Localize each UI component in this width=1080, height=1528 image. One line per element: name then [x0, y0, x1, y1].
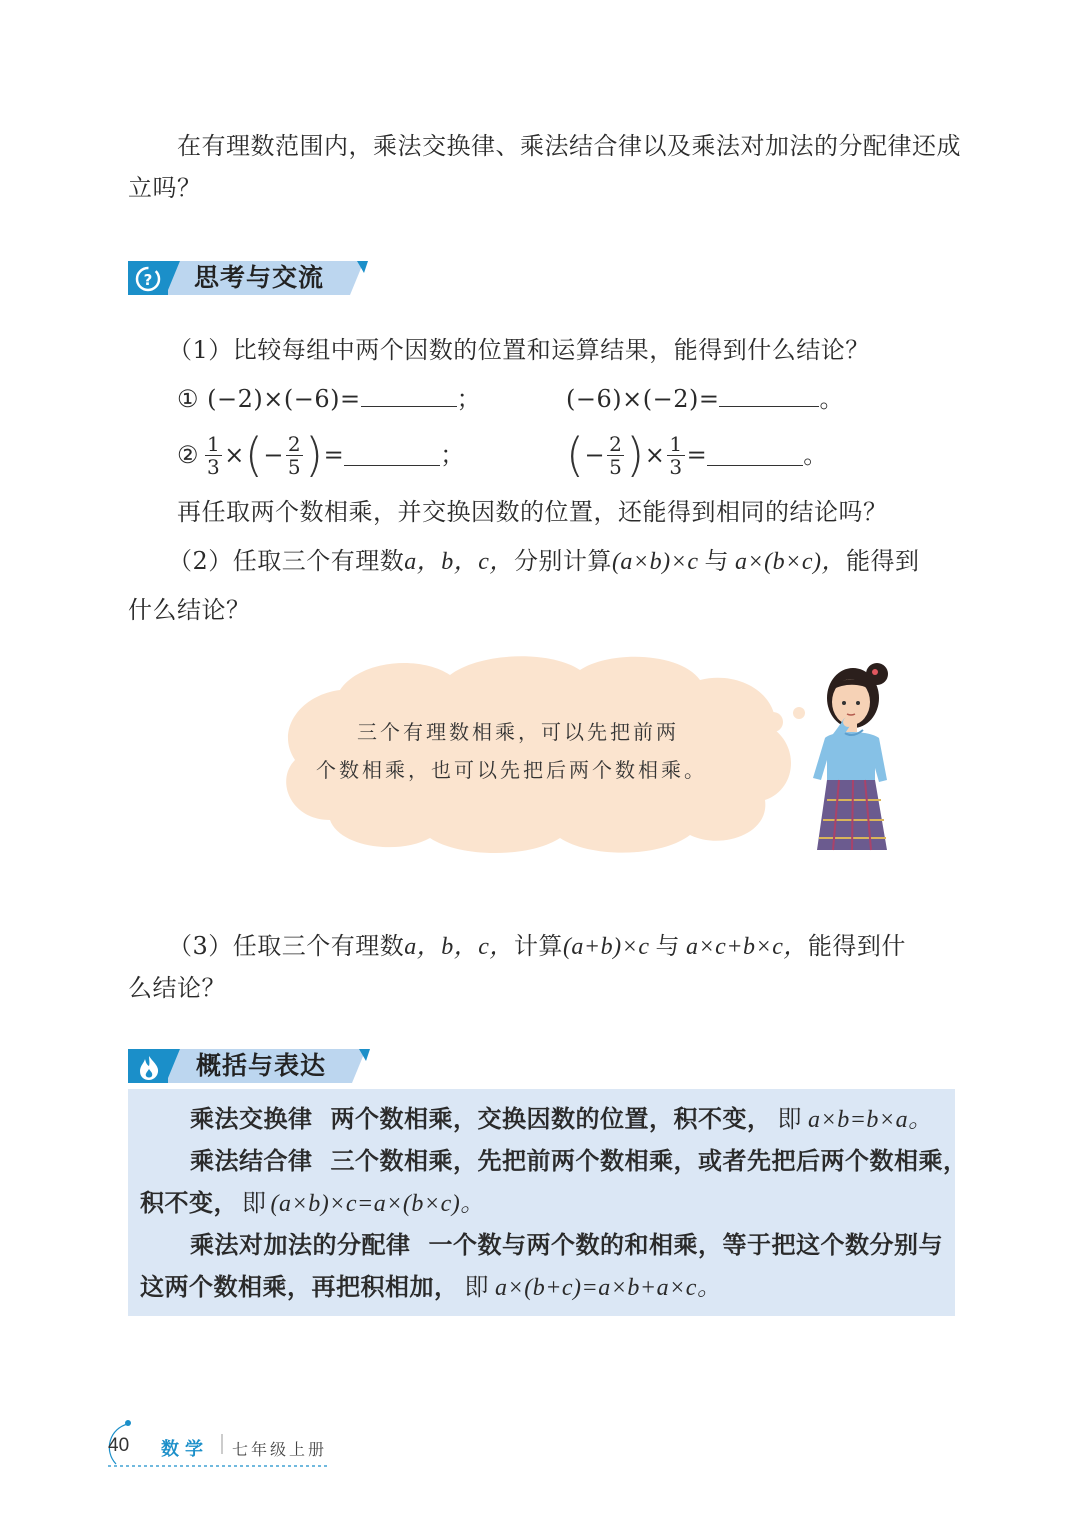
law-text: 积不变，	[140, 1189, 238, 1217]
q2-text: 能得到	[846, 547, 920, 575]
q3-text: 计算	[513, 932, 563, 960]
bubble-line-2: 个数相乘，也可以先把后两个数相乘。	[316, 758, 707, 782]
q2-text: 分别计算	[513, 547, 612, 575]
law-ji: 即	[242, 1189, 267, 1217]
q2-text: 与	[704, 547, 729, 575]
law-text: 三个数相乘，先把前两个数相乘，或者先把后两个数相乘，	[330, 1147, 968, 1175]
law-formula: a×b=b×a。	[808, 1107, 933, 1133]
law-text: 两个数相乘，交换因数的位置，积不变，	[330, 1105, 772, 1133]
footer-book: 七年级上册	[232, 1440, 328, 1459]
q1-intro: （1）比较每组中两个因数的位置和运算结果，能得到什么结论？	[168, 336, 870, 364]
distributive-law	[190, 1233, 943, 1257]
q2-expr: (a×b)×c	[611, 549, 699, 575]
row1-left-expr: ① (−2)×(−6)=	[177, 385, 361, 413]
law-ji: 即	[777, 1105, 802, 1133]
q3-expr: a×c+b×c，	[685, 934, 808, 960]
q2-expr: a×(b×c)，	[734, 549, 846, 575]
summary-header	[128, 1047, 370, 1085]
intro-line-2: 立吗？	[128, 174, 202, 202]
summary-title: 概括与表达	[196, 1051, 327, 1080]
law-name: 乘法对加法的分配律	[190, 1231, 411, 1259]
q3-line-2: 么结论？	[128, 974, 226, 1002]
minus-sign: −	[584, 441, 606, 469]
row1-right-expr: (−6)×(−2)=	[566, 385, 720, 413]
row1-left	[177, 386, 481, 411]
q3-expr: (a+b)×c	[562, 934, 650, 960]
times-sign: ×	[644, 441, 666, 469]
law-text: 一个数与两个数的和相乘，等于把这个数分别与	[428, 1231, 943, 1259]
q3-line-1	[168, 934, 906, 959]
commutative-law	[190, 1107, 933, 1132]
times-sign: ×	[224, 441, 245, 469]
q2-line-2: 什么结论？	[128, 596, 251, 624]
footer-subject: 数学	[161, 1439, 209, 1460]
distributive-law-line-2	[140, 1275, 721, 1300]
intro-line-1: 在有理数范围内，乘法交换律、乘法结合律以及乘法对加法的分配律还成	[177, 132, 961, 160]
q3-text: 能得到什	[807, 932, 906, 960]
left-paren: (	[244, 428, 264, 482]
row1-right-end: 。	[819, 385, 844, 413]
q2-text: （2）任取三个有理数	[168, 547, 405, 575]
row2-right	[566, 428, 828, 482]
right-paren: )	[626, 428, 645, 482]
row2-right-end: 。	[803, 441, 828, 469]
fraction: $\frac{1}{3}$	[207, 431, 221, 479]
flame-icon	[135, 1053, 163, 1081]
q3-text: 与	[655, 932, 680, 960]
think-title: 思考与交流	[194, 263, 325, 292]
law-ji: 即	[464, 1273, 489, 1301]
fraction: $\frac{2}{5}$	[609, 431, 623, 479]
row2-left-end: ；	[440, 441, 465, 469]
associative-law	[190, 1149, 968, 1173]
row1-left-end: ；	[456, 385, 482, 413]
equals-sign: =	[686, 441, 708, 469]
bubble-line-1: 三个有理数相乘，可以先把前两	[357, 720, 679, 744]
think-header	[128, 259, 368, 297]
answer-blank	[719, 386, 819, 407]
law-formula: a×(b+c)=a×b+a×c。	[495, 1275, 722, 1301]
answer-blank	[344, 445, 440, 466]
answer-blank	[361, 386, 457, 407]
q2-line-1	[168, 549, 920, 574]
minus-sign: −	[263, 441, 284, 469]
girl-illustration	[805, 660, 905, 855]
equals-sign: =	[323, 441, 345, 469]
law-text: 这两个数相乘，再把积相加，	[140, 1273, 459, 1301]
thought-bubble	[270, 650, 810, 860]
row2-left	[177, 428, 465, 482]
law-formula: (a×b)×c=a×(b×c)。	[270, 1191, 485, 1217]
q2-vars: a，b，c，	[404, 549, 514, 575]
row2-label: ②	[177, 441, 200, 469]
left-paren: (	[566, 428, 585, 482]
q1-follow: 再任取两个数相乘，并交换因数的位置，还能得到相同的结论吗？	[177, 498, 888, 526]
row1-right	[566, 386, 844, 411]
q3-vars: a，b，c，	[404, 934, 514, 960]
right-paren: )	[305, 428, 324, 482]
fraction: $\frac{1}{3}$	[669, 431, 683, 479]
question-swirl-icon	[134, 265, 162, 293]
associative-law-line-2	[140, 1191, 485, 1216]
svg-text:?: ?	[143, 271, 153, 289]
page-number: 40	[108, 1435, 130, 1456]
q3-text: （3）任取三个有理数	[168, 932, 405, 960]
law-name: 乘法交换律	[190, 1105, 313, 1133]
fraction: $\frac{2}{5}$	[287, 431, 302, 479]
law-name: 乘法结合律	[190, 1147, 313, 1175]
answer-blank	[707, 445, 803, 466]
